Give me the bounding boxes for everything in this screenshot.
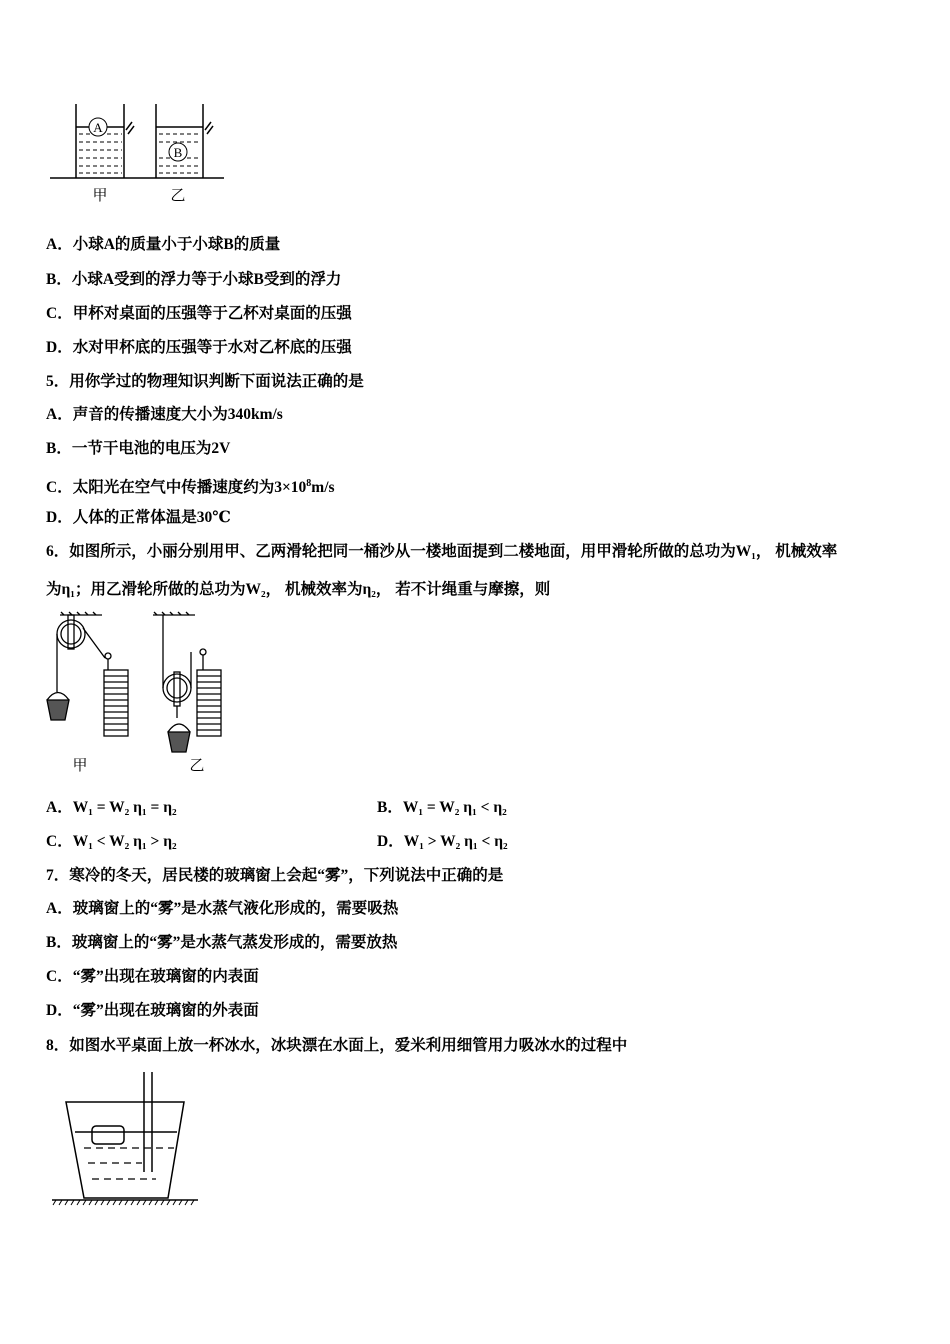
pulley-jia-label: 甲 (72, 756, 88, 774)
q7-option-b: B．玻璃窗上的“雾”是水蒸气蒸发形成的，需要放热 (46, 934, 398, 951)
ice-water-cup-figure (46, 1068, 206, 1208)
q8-stem: 8．如图水平桌面上放一杯冰水，冰块漂在水面上，爱米利用细管用力吸冰水的过程中 (46, 1037, 628, 1054)
q6-stem-line2: 为η₁；用乙滑轮所做的总功为W₂， 机械效率为η₂， 若不计绳重与摩擦，则 (46, 581, 551, 598)
cup-jia-label: 甲 (92, 186, 108, 204)
q5-option-c (46, 474, 335, 498)
q4-option-c: C．甲杯对桌面的压强等于乙杯对桌面的压强 (46, 305, 352, 322)
cups-figure (46, 98, 231, 208)
q5-option-d: D．人体的正常体温是30℃ (46, 509, 231, 526)
q7-option-d: D．“雾”出现在玻璃窗的外表面 (46, 1002, 259, 1019)
q6-stem-line1: 6．如图所示，小丽分别用甲、乙两滑轮把同一桶沙从一楼地面提到二楼地面，用甲滑轮所做的总功为W₁， 机械效率 (46, 543, 838, 560)
q5-option-c-unit: m/s (311, 479, 335, 497)
q5-stem: 5．用你学过的物理知识判断下面说法正确的是 (46, 373, 364, 390)
q6-option-c: C．W₁ < W₂ η₁ > η₂ (46, 833, 177, 850)
pulley-figure (40, 610, 240, 775)
q5-option-b: B．一节干电池的电压为2V (46, 440, 231, 457)
cup-yi-label: 乙 (170, 186, 186, 204)
q4-option-a: A．小球A的质量小于小球B的质量 (46, 236, 281, 253)
q4-option-b: B．小球A受到的浮力等于小球B受到的浮力 (46, 271, 342, 288)
q5-option-a: A．声音的传播速度大小为340km/s (46, 406, 283, 423)
q4-option-d: D．水对甲杯底的压强等于水对乙杯底的压强 (46, 339, 352, 356)
q6-option-b: B．W₁ = W₂ η₁ < η₂ (377, 799, 507, 816)
q5-option-c-text: C．太阳光在空气中传播速度约为3×10 (46, 479, 307, 497)
q6-option-a: A．W₁ = W₂ η₁ = η₂ (46, 799, 177, 816)
q6-option-d: D．W₁ > W₂ η₁ < η₂ (377, 833, 508, 850)
ball-a-label: A (93, 120, 103, 135)
q7-option-c: C．“雾”出现在玻璃窗的内表面 (46, 968, 259, 985)
q7-stem: 7．寒冷的冬天，居民楼的玻璃窗上会起“雾”，下列说法中正确的是 (46, 867, 504, 884)
q5-option-c-exponent: 8 (306, 478, 312, 489)
q7-option-a: A．玻璃窗上的“雾”是水蒸气液化形成的，需要吸热 (46, 900, 399, 917)
ball-b-label: B (173, 145, 183, 160)
pulley-yi-label: 乙 (189, 756, 205, 774)
